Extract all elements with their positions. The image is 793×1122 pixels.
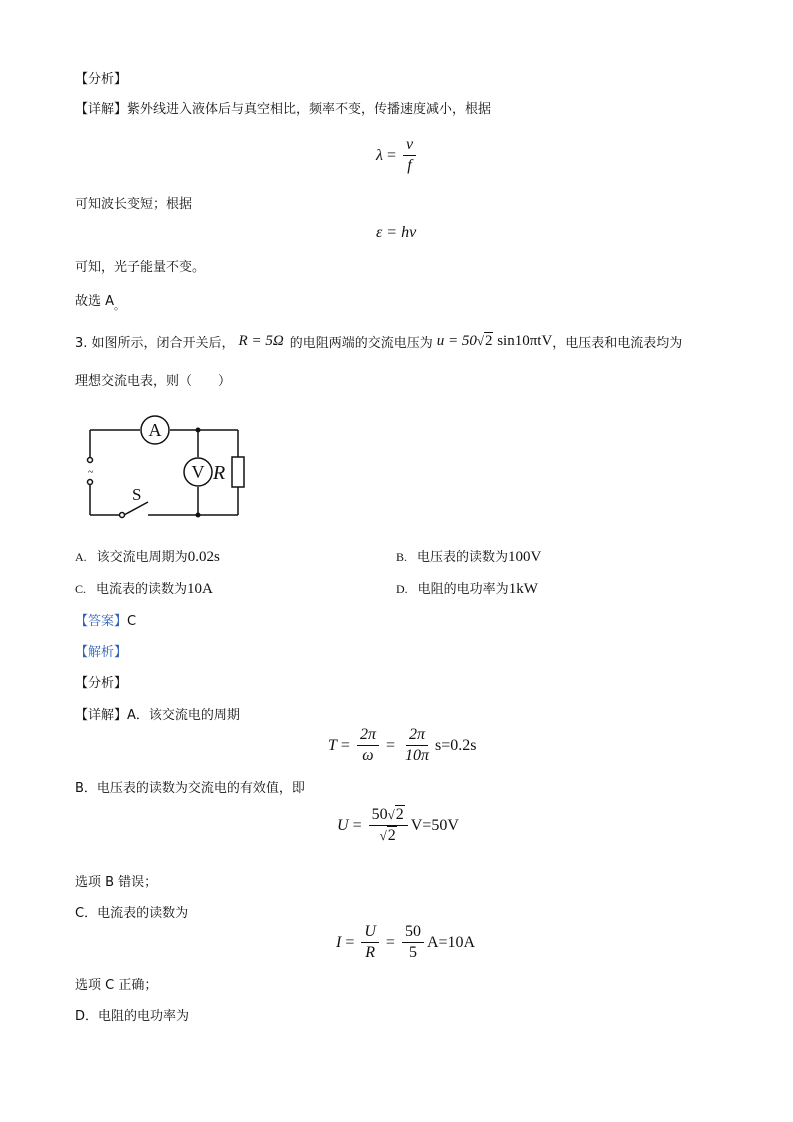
- fraction-numerator: U: [361, 923, 379, 943]
- fraction-denominator: ω: [362, 747, 374, 764]
- numerator-sqrt: 2: [395, 806, 404, 823]
- resistance-expr: R = 5Ω: [238, 333, 284, 349]
- terminal: [88, 480, 93, 485]
- u-result: V=50V: [410, 816, 459, 834]
- detail-a: 【详解】A．该交流电的周期: [75, 708, 240, 723]
- t-result: s=0.2s: [435, 736, 477, 754]
- junction-dot: [196, 428, 201, 433]
- detail-b: B．电压表的读数为交流电的有效值，即: [75, 781, 305, 796]
- text-line: 可知，光子能量不变。: [75, 260, 206, 275]
- detail-paragraph: 【详解】紫外线进入液体后与真空相比，频率不变，传播速度减小，根据: [75, 102, 492, 117]
- switch-pivot: [120, 513, 125, 518]
- analysis-heading: 【分析】: [75, 72, 128, 87]
- c-verdict: 选项 C 正确；: [75, 978, 158, 993]
- b-verdict: 选项 B 错误；: [75, 875, 158, 890]
- effective-voltage-formula: U = $\frac{50√2}{√2}$ V=50V: [337, 806, 459, 844]
- option-label: A.: [75, 550, 87, 564]
- resistor-box: [232, 457, 244, 487]
- question-stem: 3. 如图所示，闭合开关后， R = 5Ω 的电阻两端的交流电压为 u = 50√2 sin10πtV ，电压表和电流表均为: [75, 333, 683, 351]
- lambda-symbol: λ: [376, 146, 383, 164]
- fraction-denominator: 10π: [404, 747, 429, 764]
- option-text: 电流表的读数为: [96, 582, 188, 597]
- denominator-sqrt: 2: [387, 827, 396, 844]
- choice-text: 故选 A: [75, 294, 115, 309]
- numerator-coef: 50: [371, 806, 388, 823]
- current-formula: I = $\frac{U}{R}$ = $\frac{50}{5}$ A=10A: [336, 923, 476, 961]
- option-value: 100V: [508, 549, 542, 565]
- option-value: 0.02s: [187, 549, 220, 565]
- voltage-sqrt: 2: [484, 333, 493, 349]
- fraction-numerator: 2π: [357, 726, 379, 746]
- fraction-denominator: R: [365, 944, 376, 961]
- switch-label: S: [132, 485, 142, 504]
- answer-line: [75, 610, 136, 629]
- circuit-diagram: [80, 410, 255, 525]
- choice-line: [75, 290, 126, 312]
- answer-value: C: [127, 614, 137, 629]
- junction-dot: [196, 513, 201, 518]
- energy-formula: ε = hν: [376, 224, 417, 241]
- text-line: 可知波长变短；根据: [75, 197, 193, 212]
- option-text: 电阻的电功率为: [417, 582, 509, 597]
- option-a[interactable]: [75, 546, 220, 566]
- voltage-expr-a: u = 50: [436, 333, 477, 349]
- detail-c: C．电流表的读数为: [75, 906, 189, 921]
- option-value: 1kW: [508, 581, 538, 597]
- period: 。: [114, 299, 126, 312]
- question-line2: 理想交流电表，则（ ）: [75, 374, 232, 389]
- option-d[interactable]: [396, 578, 538, 598]
- resistor-label: R: [213, 462, 226, 484]
- answer-tag: 【答案】: [75, 614, 128, 629]
- fraction-denominator: 5: [408, 944, 417, 961]
- period-formula: T = $\frac{2\pi}{\omega}$ = $\frac{2\pi}{10\pi}$ s=0.2s: [328, 726, 477, 764]
- wavelength-formula: λ = $\frac{v}{f}$: [376, 136, 419, 175]
- i-result: A=10A: [426, 933, 476, 951]
- t-symbol: T: [328, 736, 337, 754]
- option-c[interactable]: [75, 578, 213, 598]
- ac-source-label: ~: [88, 467, 94, 478]
- explanation-heading: 【解析】: [75, 645, 128, 660]
- option-b[interactable]: [396, 546, 541, 566]
- option-value: 10A: [187, 581, 213, 597]
- question-prefix: 3. 如图所示，闭合开关后，: [75, 336, 235, 351]
- fraction-denominator: f: [407, 157, 412, 174]
- i-symbol: I: [336, 933, 342, 951]
- option-text: 电压表的读数为: [417, 550, 509, 565]
- question-middle: 的电阻两端的交流电压为: [289, 336, 433, 351]
- option-label: C.: [75, 582, 87, 596]
- fraction-numerator: 2π: [406, 726, 428, 746]
- option-label: D.: [396, 582, 408, 596]
- terminal: [88, 458, 93, 463]
- detail-d: D．电阻的电功率为: [75, 1009, 190, 1024]
- fraction-numerator: v: [403, 136, 416, 156]
- voltmeter-label: V: [191, 462, 205, 482]
- question-suffix: ，电压表和电流表均为: [552, 336, 683, 351]
- fraction-numerator: 50: [402, 923, 424, 943]
- voltage-expr-b: sin10πtV: [497, 333, 553, 349]
- analysis-heading-2: 【分析】: [75, 676, 128, 691]
- ammeter-label: A: [148, 420, 162, 440]
- option-text: 该交流电周期为: [96, 550, 188, 565]
- u-symbol: U: [337, 816, 349, 834]
- option-label: B.: [396, 550, 408, 564]
